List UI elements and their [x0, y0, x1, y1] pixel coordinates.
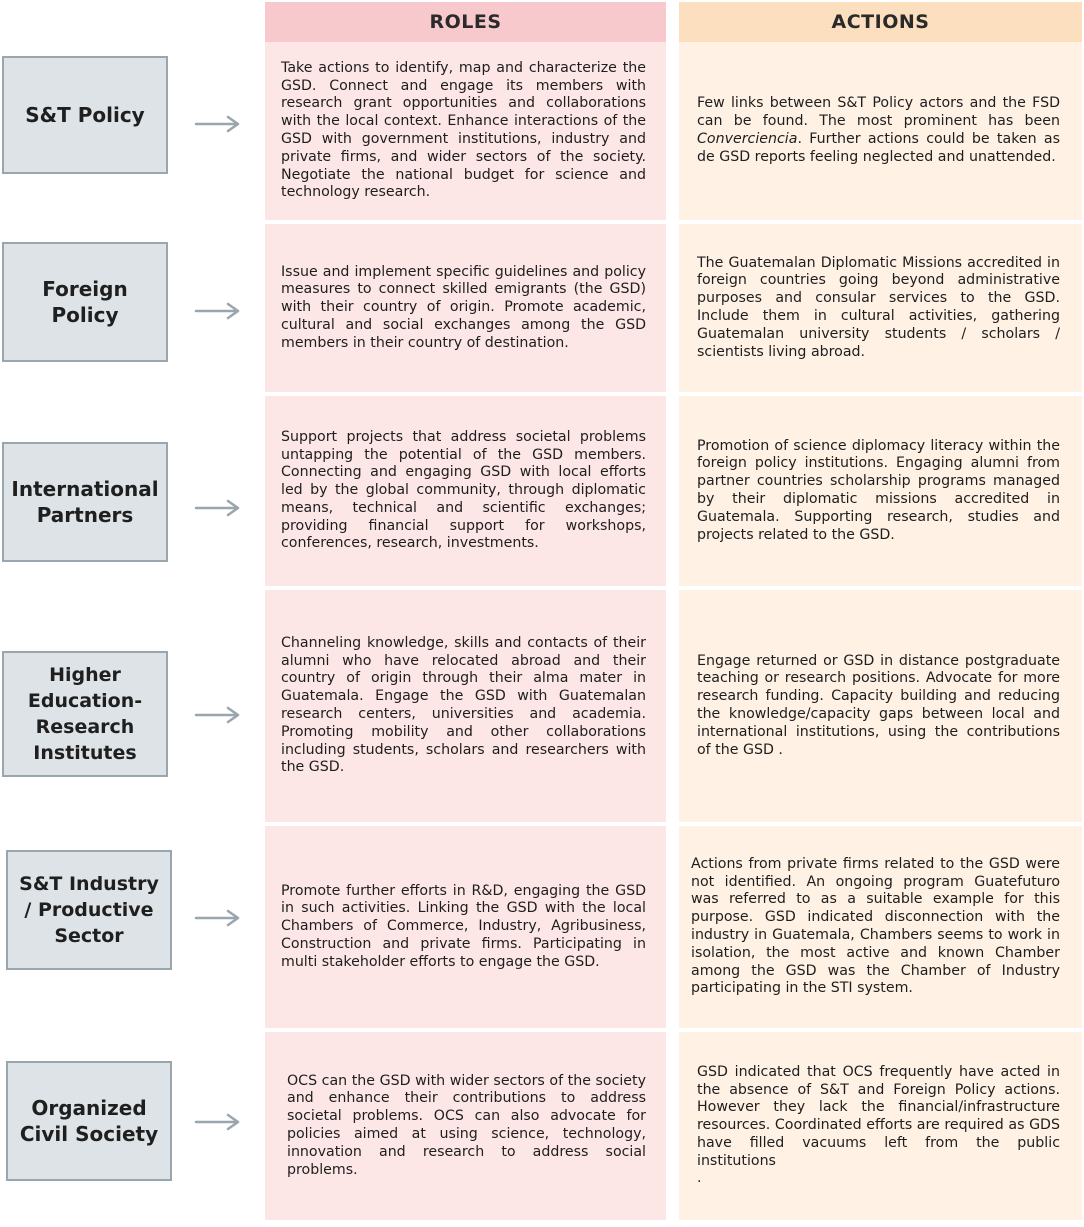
action-text: GSD indicated that OCS frequently have acted in the absence of S&T and Foreign Policy actions. However they lack the financial/infrastructure resources. Coordinated efforts are required as GDS have filled vacuums left from the public institutions . [697, 1063, 1060, 1187]
action-cell-st-policy [679, 42, 1082, 220]
role-text: Channeling knowledge, skills and contacts of their alumni who have relocated abroad and their country of origin through their alma mater in Guatemala. Engage the GSD with Guatemalan research centers, universities and academia. Promoting mobility and other collaborations including students, scholars and researchers with the GSD. [281, 634, 646, 776]
action-text: The Guatemalan Diplomatic Missions accredited in foreign countries going beyond administrative purposes and consular services to the GSD. Include them in cultural activities, gathering Guatemalan university students / scholars / scientists living abroad. [697, 254, 1060, 360]
actor-label: S&T Policy [25, 103, 145, 127]
arrow-right-icon [194, 1112, 242, 1132]
action-text: Actions from private firms related to the GSD were not identified. An ongoing program Guatefuturo was referred to as a suitable example for this purpose. GSD indicated disconnection with the industry in Guatemala, Chambers seems to work in isolation, the most active and known Chamber among the GSD was the Chamber of Industry participating in the STI system. [691, 855, 1060, 997]
action-cell-foreign-policy [679, 224, 1082, 392]
arrow-right-icon [194, 301, 242, 321]
action-cell-industry [679, 826, 1082, 1028]
role-text: Take actions to identify, map and characterize the GSD. Connect and engage its members with research grant opportunities and collaborations with the local context. Enhance interactions of the GSD with government institutions, industry and private firms, and wider sectors of the society. Negotiate the national budget for science and technology research. [281, 59, 646, 201]
role-cell-international-partners [265, 396, 666, 586]
action-text: Few links between S&T Policy actors and the FSD can be found. The most prominent has been Converciencia. Further actions could be taken as de GSD reports feeling neglected and unattended. [697, 95, 1060, 165]
action-cell-civil-society [679, 1032, 1082, 1220]
role-text: Support projects that address societal problems untapping the potential of the GSD members. Connecting and engaging GSD with local efforts led by the global community, through diplomatic means, technical and scientific exchanges; providing financial support for workshops, conferences, research, investments. [281, 428, 646, 552]
role-cell-st-policy [265, 42, 666, 220]
action-cell-international-partners [679, 396, 1082, 586]
role-text: Issue and implement specific guidelines and policy measures to connect skilled emigrants (the GSD) with their country of origin. Promote academic, cultural and social exchanges among the GSD members in their country of destination. [281, 263, 646, 351]
actor-box-civil-society [6, 1061, 172, 1181]
actor-label: Organized Civil Society [19, 1096, 159, 1146]
role-cell-foreign-policy [265, 224, 666, 392]
arrow-right-icon [194, 114, 242, 134]
role-text: OCS can the GSD with wider sectors of the society and enhance their contributions to address societal problems. OCS can also advocate for policies aimed at using science, technology, innovation and research to address social problems. [287, 1072, 646, 1178]
actor-label: International Partners [11, 477, 159, 527]
actor-label: S&T Industry / Productive Sector [19, 873, 159, 947]
actor-label: Foreign Policy [42, 277, 128, 327]
arrow-right-icon [194, 908, 242, 928]
role-text: Promote further efforts in R&D, engaging the GSD in such activities. Linking the GSD with the local Chambers of Commerce, Industry, Agribusiness, Construction and private firms. Participating in multi stakeholder efforts to engage the GSD. [281, 882, 646, 970]
roles-header: ROLES [265, 2, 666, 42]
actor-box-industry [6, 850, 172, 970]
arrow-right-icon [194, 498, 242, 518]
arrow-right-icon [194, 705, 242, 725]
actor-box-international-partners [2, 442, 168, 562]
role-cell-industry [265, 826, 666, 1028]
actor-label: Higher Education-Research Institutes [27, 664, 143, 764]
actor-box-higher-education [2, 651, 168, 777]
role-cell-higher-education [265, 590, 666, 822]
action-text: Engage returned or GSD in distance postgraduate teaching or research positions. Advocate for more research funding. Capacity building and reducing the knowledge/capacity gaps between local and international institutions, using the contributions of the GSD . [697, 652, 1060, 758]
role-cell-civil-society [265, 1032, 666, 1220]
action-cell-higher-education [679, 590, 1082, 822]
actions-header: ACTIONS [679, 2, 1082, 42]
actor-box-st-policy [2, 56, 168, 174]
actor-box-foreign-policy [2, 242, 168, 362]
action-text: Promotion of science diplomacy literacy within the foreign policy institutions. Engaging alumni from partner countries scholarship programs managed by their diplomatic missions accredited in Guatemala. Supporting research, studies and projects related to the GSD. [697, 437, 1060, 543]
